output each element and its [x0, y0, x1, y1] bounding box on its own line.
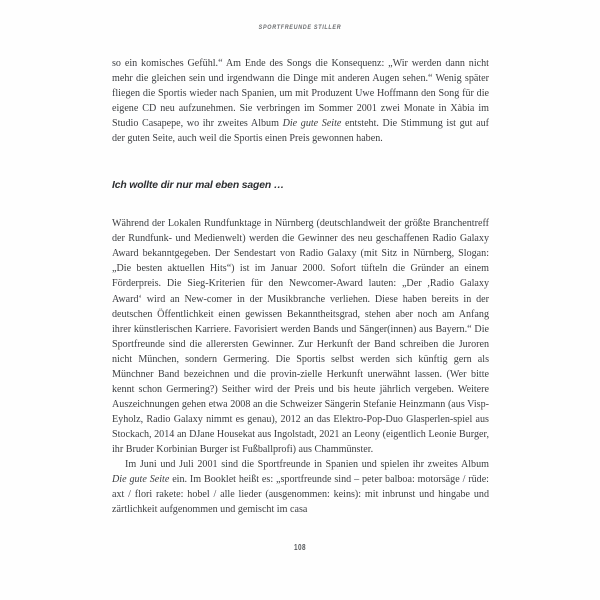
paragraph-booklet-text-part2: ein. Im Booklet heißt es: „sportfreunde sind – peter balboa: motorsäge / rüde: axt / flori rakete: hobel / alle lieder (ausgenommen: keins): mit inbrunst und hingabe und zärtlichkeit aufgenommen und gemischt im casa: [112, 474, 489, 516]
text-column: [112, 56, 489, 517]
paragraph-continued-text-part2: entsteht. Die Stimmung ist gut auf der guten Seite, auch weil die Sportis einen Preis gewonnen haben.: [112, 118, 489, 145]
paragraph-continued: [112, 56, 489, 146]
section-heading: Ich wollte dir nur mal eben sagen …: [112, 180, 285, 192]
page-number: 108: [294, 543, 306, 552]
paragraph-booklet-text-part1: Im Juni und Juli 2001 sind die Sportfreunde in Spanien und spielen ihr zweites Album: [125, 459, 489, 471]
album-title-die-gute-seite: Die gute Seite: [282, 118, 342, 130]
paragraph-radio-galaxy-award: Während der Lokalen Rundfunktage in Nürnberg (deutschlandweit der größte Branchentreff der Rundfunk- und Medienwelt) werden die Gewinner des neu geschaffenen Radio Galaxy Award bekanntgegeben. Der Sendestart von Radio Galaxy (mit Sitz in Nürnberg, Slogan: „Die besten aktuellen Hits“) ist im Januar 2000. Sofort tüfteln die Gründer an einem Förderpreis. Die Sieg-Kriterien für den Newcomer-Award lauten: „Der ,Radio Galaxy Award‘ wird an New-comer in der Musikbranche verliehen. Diese haben bereits in der deutschen Öffentlichkeit einen gewissen Bekanntheitsgrad, stehen aber noch am Anfang ihrer künstlerischen Karriere. Favorisiert werden Bands und Sänger(innen) aus Bayern.“ Die Sportfreunde sind die allerersten Gewinner. Zur Herkunft der Band schreiben die Juroren nicht München, sondern Germering. Die Sportis selbst werden sich künftig gern als Münchner Band bezeichnen und die provin-zielle Herkunft unerwähnt lassen. (Wer bitte kennt schon Germering?) Seither wird der Preis und bis heute jährlich vergeben. Weitere Auszeichnungen gehen etwa 2008 an die Schweizer Sängerin Stefanie Heinzmann (aus Visp-Eyholz, Radio Galaxy nimmt es genau), 2012 an das Elektro-Pop-Duo Glasperlen-spiel aus Stockach, 2014 an DJane Housekat aus Ingolstadt, 2021 an Leony (eigentlich Leonie Burger, ihr Bruder Korbinian Burger ist Fußballprofi) aus Chammünster.: [112, 218, 489, 455]
section-heading-block: [112, 146, 489, 216]
paragraph-booklet: [112, 457, 489, 517]
album-title-die-gute-seite-second: Die gute Seite: [112, 474, 170, 486]
paragraph-continued-text-part1: so ein komisches Gefühl.“ Am Ende des Songs die Konsequenz: „Wir werden dann nicht mehr die gleichen sein und irgendwann die Dinge mit anderen Augen sehen.“ Wenig später fliegen die Sportis wieder nach Spanien, um mit Produzent Uwe Hoffmann den Song für die eigene CD neu aufzunehmen. Sie verbringen im Sommer 2001 zwei Monate in Xàbia im Studio Casapepe, wo ihr zweites Album: [112, 58, 489, 130]
running-head: SPORTFREUNDE STILLER: [258, 24, 342, 31]
